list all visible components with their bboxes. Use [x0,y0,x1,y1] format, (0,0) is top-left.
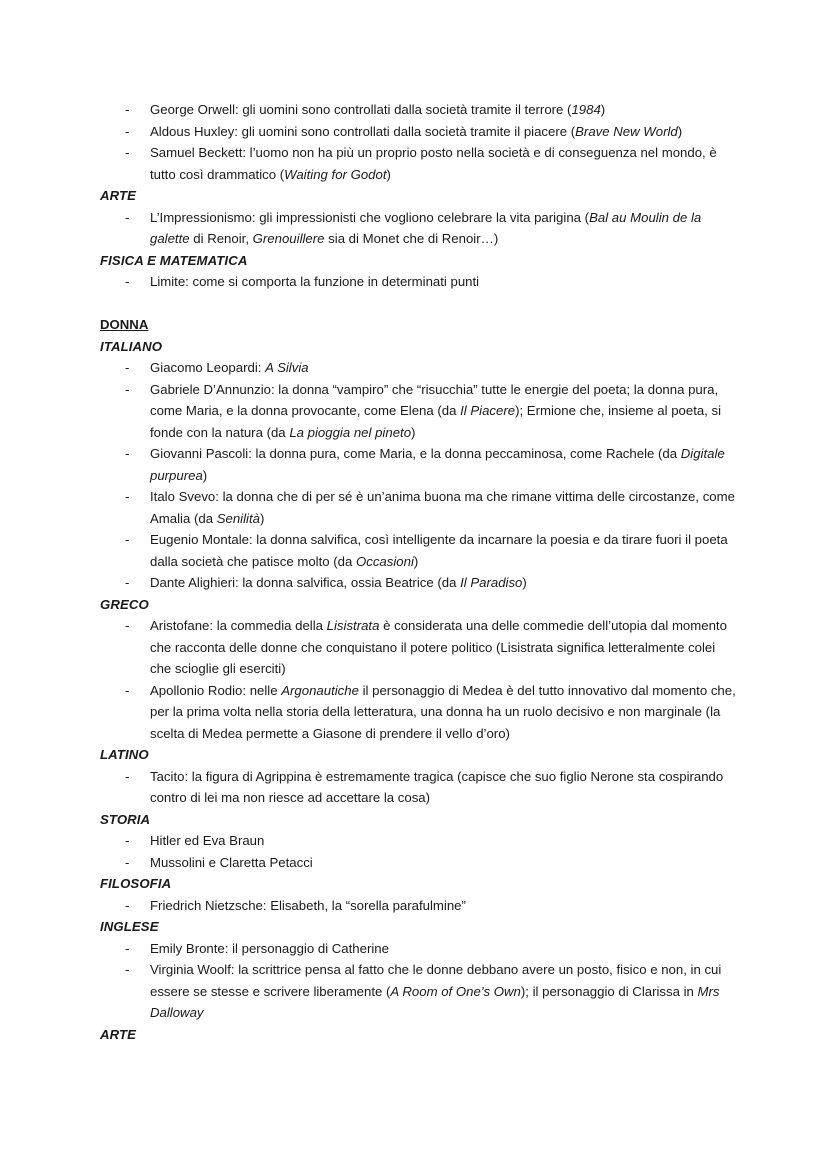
heading-fisica-matematica: FISICA E MATEMATICA [100,252,248,268]
italic-title: A Silvia [265,360,309,375]
list-item [100,443,740,486]
list-greco [100,615,740,744]
bullet-dash: - [125,940,130,956]
bullet-dash: - [125,102,130,117]
bullet-dash: - [125,532,130,547]
list-item [100,142,740,185]
heading-arte: ARTE [100,188,137,203]
list-item [100,357,740,379]
bullet-dash: - [125,489,130,504]
bullet-dash: - [125,274,130,289]
list-item-text: Dante Alighieri: la donna salvifica, ossia Beatrice (da Il Paradiso) [150,575,527,590]
list-item-text: L’Impressionismo: gli impressionisti che vogliono celebrare la vita parigina (Bal au Moulin de la galette di Renoir, Grenouillere sia di Monet che di Renoir…) [150,209,702,246]
italic-title: Lisistrata [326,618,380,633]
bullet-dash: - [125,768,130,784]
bullet-dash: - [125,962,130,977]
bullet-dash: - [125,575,130,590]
heading-greco: GRECO [100,596,149,612]
italic-title: Senilità [216,510,260,526]
section-title-donna: DONNA [100,317,149,332]
list-item-text: Virginia Woolf: la scrittrice pensa al fatto che le donne debbano avere un posto, fisico e non, in cui essere se stesse e scrivere liberamente (A Room of One’s Own); il personaggio di Clarissa in Mrs Dalloway [150,962,722,1020]
list-fisica-matematica [100,271,740,293]
italic-title: A Room of One’s Own [390,983,521,999]
bullet-dash: - [125,123,130,139]
list-item [100,379,740,444]
list-item [100,121,740,143]
list-item-text: Samuel Beckett: l’uomo non ha più un proprio posto nella società e di conseguenza nel mondo, è tutto così drammatico (Waiting for Godot) [150,145,717,182]
italic-title: Brave New World [575,123,678,139]
list-item-text: Limite: come si comporta la funzione in determinati punti [150,274,480,289]
list-item-text: George Orwell: gli uomini sono controllati dalla società tramite il terrore (1984) [150,102,606,117]
italic-title: Il Paradiso [460,575,523,590]
list-item [100,766,740,809]
list-item-text: Giacomo Leopardi: A Silvia [150,360,309,375]
list-item-text: Hitler ed Eva Braun [150,833,265,848]
list-item [100,830,740,852]
italic-title: Grenouillere [252,231,325,246]
document-content [100,99,740,1045]
bullet-dash: - [125,446,130,461]
blank-line [100,293,740,315]
list-top [100,99,740,185]
list-latino [100,766,740,809]
heading-inglese: INGLESE [100,919,159,934]
list-item-text: Aristofane: la commedia della Lisistrata è considerata una delle commedie dell’utopia dal momento che racconta delle donne che conquistano il potere politico (Lisistrata significa letteralmente colei che scioglie gli eserciti) [150,618,727,676]
italic-title: La pioggia nel pineto [289,424,412,440]
list-item-text: Eugenio Montale: la donna salvifica, così intelligente da incarnare la poesia e da tirare fuori il poeta dalla società che patisce molto (da Occasioni) [150,532,728,569]
list-item [100,99,740,121]
list-filosofia [100,895,740,917]
italic-title: Bal au Moulin de la galette [150,209,702,246]
bullet-dash: - [125,360,130,375]
list-item [100,852,740,874]
list-item-text: Friedrich Nietzsche: Elisabeth, la “sorella parafulmine” [150,897,466,913]
bullet-dash: - [125,209,130,225]
list-item [100,486,740,529]
italic-title: Digitale purpurea [150,446,725,483]
heading-storia: STORIA [100,811,151,827]
list-item [100,938,740,960]
list-item [100,271,740,293]
list-arte [100,207,740,250]
bullet-dash: - [125,618,130,633]
list-storia [100,830,740,873]
italic-title: 1984 [571,102,601,117]
italic-title: Argonautiche [281,682,359,698]
list-item [100,895,740,917]
bullet-dash: - [125,145,130,160]
bullet-dash: - [125,833,130,848]
list-item [100,615,740,680]
list-item [100,680,740,745]
bullet-dash: - [125,381,130,397]
list-item-text: Aldous Huxley: gli uomini sono controllati dalla società tramite il piacere (Brave New World) [150,123,683,139]
list-item-text: Giovanni Pascoli: la donna pura, come Maria, e la donna peccaminosa, come Rachele (da Digitale purpurea) [150,446,725,483]
bullet-dash: - [125,854,130,870]
heading-italiano: ITALIANO [100,338,163,354]
bullet-dash: - [125,897,130,913]
heading-arte-donna: ARTE [100,1026,137,1042]
list-item-text: Gabriele D’Annunzio: la donna “vampiro” che “risucchia” tutte le energie del poeta; la donna pura, come Maria, e la donna provocante, come Elena (da Il Piacere); Ermione che, insieme al poeta, si fonde con la natura (da La pioggia nel pineto) [150,381,722,440]
list-item-text: Apollonio Rodio: nelle Argonautiche il personaggio di Medea è del tutto innovativo dal momento che, per la prima volta nella storia della letteratura, una donna ha un ruolo decisivo e non marginale (la scelta di Medea permette a Giasone di prendere il vello d’oro) [150,682,736,741]
list-italiano [100,357,740,594]
list-item [100,207,740,250]
italic-title: Mrs Dalloway [150,983,720,1020]
list-inglese [100,938,740,1024]
list-item [100,529,740,572]
heading-latino: LATINO [100,747,149,762]
list-item-text: Tacito: la figura di Agrippina è estremamente tragica (capisce che suo figlio Nerone sta cospirando contro di lei ma non riesce ad accettare la cosa) [150,768,724,805]
list-item [100,959,740,1024]
list-item [100,572,740,594]
italic-title: Occasioni [355,553,414,569]
list-item-text: Mussolini e Claretta Petacci [150,854,313,870]
list-item-text: Emily Bronte: il personaggio di Catherine [150,940,389,956]
bullet-dash: - [125,682,130,698]
heading-filosofia: FILOSOFIA [100,876,172,891]
italic-title: Il Piacere [460,403,516,418]
list-item-text: Italo Svevo: la donna che di per sé è un’anima buona ma che rimane vittima delle circostanze, come Amalia (da Senilità) [150,489,735,526]
italic-title: Waiting for Godot [284,166,387,182]
